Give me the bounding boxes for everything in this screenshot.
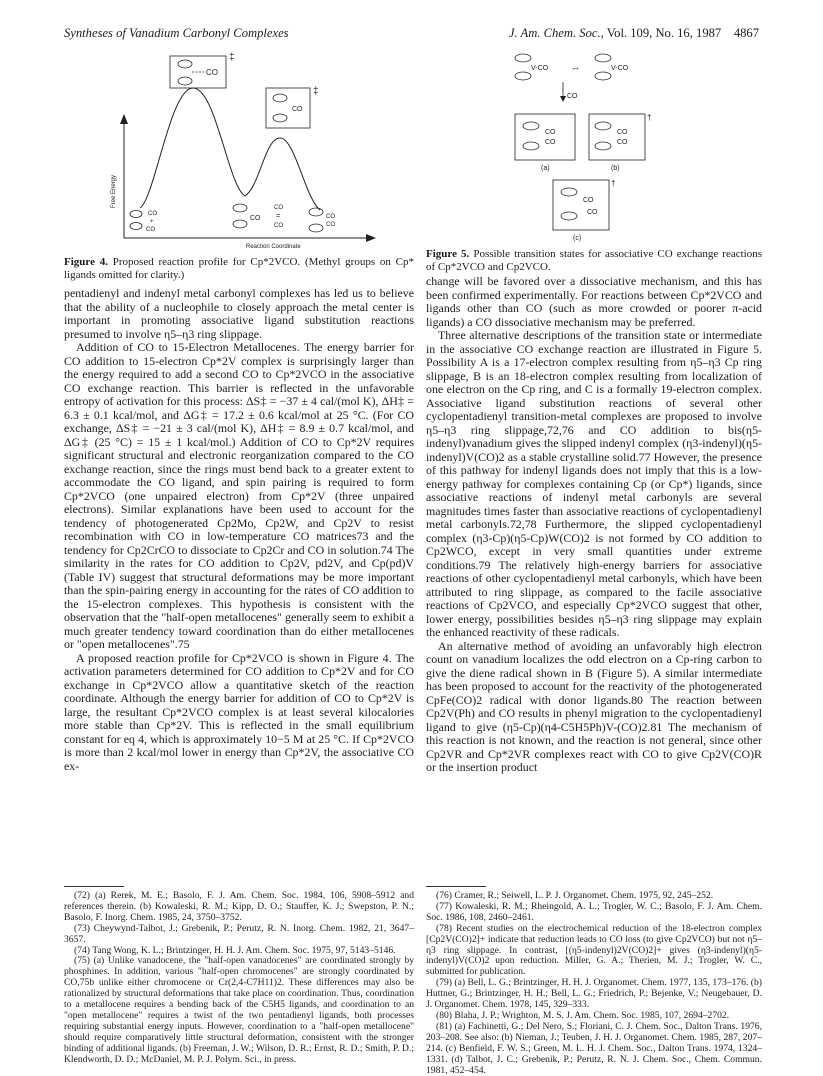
x-axis-arrow xyxy=(366,234,376,242)
species-right xyxy=(274,205,335,232)
footnote-81: (81) (a) Fachinetti, G.; Del Nero, S.; Floriani, C. J. Chem. Soc., Dalton Trans. 1976, 203–208. See also: (b) Nieman, J.; Teuben, J. H. J. Organomet. Chem. 1985, 287, 207–214. (c) Benfield, F. W. S.; Green, M. L. H. J. Chem. Soc., Dalton Trans. 1974, 1324–1331. (d) Talbot, J. C.; Grebenik, P.; Perutz, R. N. J. Chem. Soc., Chem. Commun. 1981, 452–454. xyxy=(426,1020,762,1076)
right-eq: = xyxy=(276,213,281,220)
figure-4-label: Figure 4. xyxy=(64,256,108,268)
left-co-bottom: CO xyxy=(146,227,155,233)
running-head-title: Syntheses of Vanadium Carbonyl Complexes xyxy=(64,26,289,40)
left-column xyxy=(64,287,414,773)
footnote-77: (77) Kowaleski, R. M.; Rheingold, A. L.; Trogler, W. C.; Basolo, F. J. Am. Chem. Soc. 1986, 108, 2460–2461. xyxy=(426,900,762,923)
left-co-top: CO xyxy=(148,211,157,217)
left-paragraph-3: A proposed reaction profile for Cp*2VCO is shown in Figure 4. The activation parameters determined for CO addition to Cp*2V and for CO exchange in Cp*2VCO allow a quantitative sketch of the reaction coordinate. Although the energy barrier for addition of CO to Cp*2V is large, the resultant Cp*2VCO complex is at least several kilocalories more stable than Cp*2V. This is reflected in the small equilibrium constant for eq 4, which is approximately 10−5 M at 25 °C. If Cp*2VCO is more than 2 kcal/mol lower in energy than Cp*2V, the associative CO ex- xyxy=(64,650,414,773)
label-b: (b) xyxy=(611,165,620,172)
left-paragraph-2: Addition of CO to 15-Electron Metallocenes. The energy barrier for CO addition to 15-electron Cp*2V complex is surprisingly larger than the energy required to add a second CO to Cp*2VCO in the associative CO exchange reaction. This barrier is reflected in the unfavorable entropy of activation for this process: ΔS‡ = −37 ± 4 cal/(mol K), ΔH‡ = 6.3 ± 0.1 kcal/mol, and ΔG‡ = 17.2 ± 0.6 kcal/mol at 25 °C. (For CO exchange, ΔS‡ = −21 ± 3 cal/(mol K), ΔH‡ = 8.9 ± 0.7 kcal/mol, and ΔG‡ (25 °C) = 15 ± 1 kcal/mol.) Addition of CO to Cp*2V requires significant structural and electronic reorganization compared to the CO exchange reaction, since the rings must bend back to a greater extent to accommodate the CO ligand, and spin pairing is required to form Cp*2VCO (one unpaired electron) from Cp*2V (three unpaired electrons). Similar explanations have been used to account for the tendency of photogenerated Cp2Mo, Cp2W, and Cp2V to resist recombination with CO in low-temperature CO matrices73 and the tendency for Cp2CrCO to dissociate to Cp2Cr and CO in solution.74 The similarity in the rates for CO addition to Cp2V, pd2V, and Cp(pd)V (Table IV) suggest that structural deformations may be more important than the spin-pairing energy in accounting for the rates of CO addition to the 15-electron complexes. This hypothesis is consistent with the observation that the "half-open metallocenes" generally seem to exhibit a much greater tendency toward coordination than do either metallocenes or "open metallocenes".75 xyxy=(64,340,414,651)
species-left xyxy=(130,211,157,234)
footnote-rule-left xyxy=(64,886,124,887)
footnotes-left xyxy=(64,891,414,1066)
ts1-dagger: ‡ xyxy=(229,52,235,63)
c-co1: CO xyxy=(583,197,594,204)
fig5-top-left-label: V-CO xyxy=(531,65,549,72)
journal-name: J. Am. Chem. Soc., xyxy=(508,26,604,40)
transition-state-2 xyxy=(266,86,319,128)
b-dagger: † xyxy=(647,113,652,122)
a-co2: CO xyxy=(545,139,556,146)
c-dagger: † xyxy=(611,179,616,188)
structure-b xyxy=(589,113,651,172)
ts2-co-label: CO xyxy=(292,106,303,113)
right-ligand-b: CO xyxy=(326,222,335,228)
page-number: 4867 xyxy=(733,26,759,40)
footnote-79: (79) (a) Bell, L. G.; Brintzinger, H. H. J. Organomet. Chem. 1977, 135, 173–176. (b) Huttner, G.; Brintzinger, H. H.; Bell, L. G.; Friedrich, P.; Bejenke, V.; Neugebauer, D. J. Organomet. Chem. 1978, 145, 329–333. xyxy=(426,977,762,1011)
label-a: (a) xyxy=(541,165,550,172)
structure-a xyxy=(515,114,575,172)
mid-co: CO xyxy=(250,215,261,222)
footnote-rule-right xyxy=(426,886,486,887)
footnote-78: (78) Recent studies on the electrochemical reduction of the 18-electron complex [Cp2V(CO)2]+ indicate that reduction leads to CO loss (to give Cp2VCO) but not η5–η3 ring slippage. In contrast, [(η5-indenyl)2V(CO)2]+ gives (η3-indenyl)(η5-indenyl)V(CO)2 upon reduction. Miller, G. A.; Therien, M. J.; Trogler, W. C., submitted for publication. xyxy=(426,922,762,978)
label-c: (c) xyxy=(573,235,582,242)
left-paragraph-1: pentadienyl and indenyl metal carbonyl complexes has led us to believe that the ability of a nucleophile to closely approach the metal center is important in promoting associative ligand substitution reactions presumed to involve η5–η3 ring slippage. xyxy=(64,286,414,341)
running-head-citation xyxy=(509,26,759,41)
volume-issue: Vol. 109, No. 16, 1987 xyxy=(606,26,722,40)
right-paragraph-3: An alternative method of avoiding an unfavorably high electron count on vanadium localizes the odd electron on a Cp-ring carbon to give the diene radical shown in B (Figure 5). A similar intermediate has been proposed to account for the reactivity of the photogenerated CpFe(CO)2 radical with donor ligands.80 The reaction between Cp2V(Ph) and CO results in phenyl migration to the cyclopentadienyl ligand to give (η5-Cp)(η4-C5H5Ph)V-(CO)2.81 The mechanism of this reaction is not known, and the reaction is not general, since other Cp2VR and Cp*2VR complexes react with CO to give Cp2V(CO)R or the insertion product xyxy=(426,638,762,774)
species-middle xyxy=(233,204,261,228)
right-co-bottom: CO xyxy=(274,223,283,229)
footnote-75: (75) (a) Unlike vanadocene, the "half-open vanadocenes" are coordinated strongly by phosphines. In addition, various "half-open chromocenes" are strongly coordinated by CO,75b unlike either chromocene or Cr(2,4-C7H11)2. These differences may also be rationalized by structural deformations that take place on coordination. Thus, coordination to a metallocene requires a bending back of the C5H5 ligands, and coordination to an "open metallocene" requires a twist of the two pentadienyl ligands, both processes requiring substantial energy inputs. However, coordination to a "half-open metallocene" should require comparatively little structural deformation, consistent with the stronger binding of additional ligands. (b) Freeman, J. W.; Wilson, D. R.; Ernst, R. D.; Smith, P. D.; Klendworth, D. D.; McDaniel, M. P. J. Polym. Sci., in press. xyxy=(64,955,414,1065)
a-co1: CO xyxy=(545,129,556,136)
footnote-74: (74) Tang Wong, K. L.; Brintzinger, H. H. J. Am. Chem. Soc. 1975, 97, 5143–5146. xyxy=(74,944,396,956)
y-axis-label: Free Energy xyxy=(111,174,117,208)
ts1-co-label: CO xyxy=(206,68,218,77)
left-plus: + xyxy=(150,219,154,225)
right-paragraph-1: change will be favored over a dissociative mechanism, and this has been confirmed experimentally. For reactions between Cp*2VCO and ligands other than CO (such as more crowded or poorer π-acid ligands) a CO dissociative mechanism may be preferred. xyxy=(426,274,762,329)
fig5-top-right-label: V-CO xyxy=(611,65,629,72)
figure-4-caption-text: Proposed reaction profile for Cp*2VCO. (Methyl groups on Cp* ligands omitted for clarity.) xyxy=(64,256,414,281)
footnote-80: (80) Blaha, J. P.; Wrighton, M. S. J. Am. Chem. Soc. 1985, 107, 2694–2702. xyxy=(436,1009,730,1021)
right-column xyxy=(426,275,762,775)
transition-state-1 xyxy=(170,52,235,88)
running-head xyxy=(64,26,759,44)
footnote-72: (72) (a) Rerek, M. E.; Basolo, F. J. Am. Chem. Soc. 1984, 106, 5908–5912 and references therein. (b) Kowaleski, R. M.; Kipp, D. O.; Stauffer, K. J.; Swepston, P. N.; Basolo, F. Inorg. Chem. 1985, 24, 3750–3752. xyxy=(64,890,414,923)
fig5-resonance-arrow: ↔ xyxy=(571,62,580,72)
footnote-76: (76) Cramer, R.; Seiwell, L. P. J. Organomet. Chem. 1975, 92, 245–252. xyxy=(436,890,714,901)
b-co2: CO xyxy=(617,139,628,146)
ts2-dagger: ‡ xyxy=(313,86,319,97)
footnotes-right xyxy=(426,891,762,1076)
b-co1: CO xyxy=(617,129,628,136)
figure-5-caption xyxy=(426,248,762,273)
figure-5-caption-text: Possible transition states for associative CO exchange reactions of Cp*2VCO and Cp2VCO. xyxy=(426,248,763,273)
fig5-top-structures xyxy=(515,54,629,80)
right-ligand-a: CO xyxy=(326,214,335,220)
fig5-add-co xyxy=(560,82,578,102)
figure-4-caption xyxy=(64,256,414,281)
fig5-add-co-label: CO xyxy=(567,93,578,100)
figure-5-transition-states xyxy=(503,46,663,246)
structure-c xyxy=(553,179,615,242)
figure-5-label: Figure 5. xyxy=(426,248,470,260)
figure-4-reaction-profile xyxy=(100,48,400,253)
y-axis xyxy=(120,114,128,238)
right-co-top: CO xyxy=(274,205,283,211)
footnote-73: (73) Cheywynd-Talbot, J.; Grebenik, P.; Perutz, R. N. Inorg. Chem. 1982, 21, 3647–3657. xyxy=(64,922,414,945)
c-co2: CO xyxy=(587,209,598,216)
x-axis-label: Reaction Coordinate xyxy=(246,244,301,250)
right-paragraph-2: Three alternative descriptions of the transition state or intermediate in the associative CO exchange reaction are illustrated in Figure 5. Possibility A is a 17-electron complex resulting from η5–η3 Cp ring slippage, B is an 18-electron complex resulting from localization of one electron on the Cp ring, and C is a formally 19-electron complex. Associative ligand substitution reactions of several other cyclopentadienyl transition-metal complexes are proposed to involve η5–η3 ring slippage,72,76 and CO addition to bis(η5-indenyl)vanadium gives the slipped indenyl complex (η3-indenyl)(η5-indenyl)V(CO)2 as a stable crystalline solid.77 However, the presence of this pathway for indenyl ligands does not imply that this is a low-energy pathway for complexes containing Cp (or Cp*) ligands, since associative reactions of indenyl metal carbonyls are several magnitudes times faster than associative reactions of cyclopentadienyl metal carbonyls.72,78 Furthermore, the slipped cyclopentadienyl complex (η3-Cp)(η5-Cp)W(CO)2 is not formed by CO addition to Cp2WCO, except in very small quantities under extreme conditions.79 The relatively high-energy barriers for associative reactions of other cyclopentadienyl metal carbonyls, which have been attributed to ring slippage, as compared to the facile associative reactions of Cp2VCO, and especially Cp*2VCO suggest that other, lower energy, possibilities besides η5–η3 ring slippage may explain the enhanced reactivity of these radicals. xyxy=(426,328,762,639)
